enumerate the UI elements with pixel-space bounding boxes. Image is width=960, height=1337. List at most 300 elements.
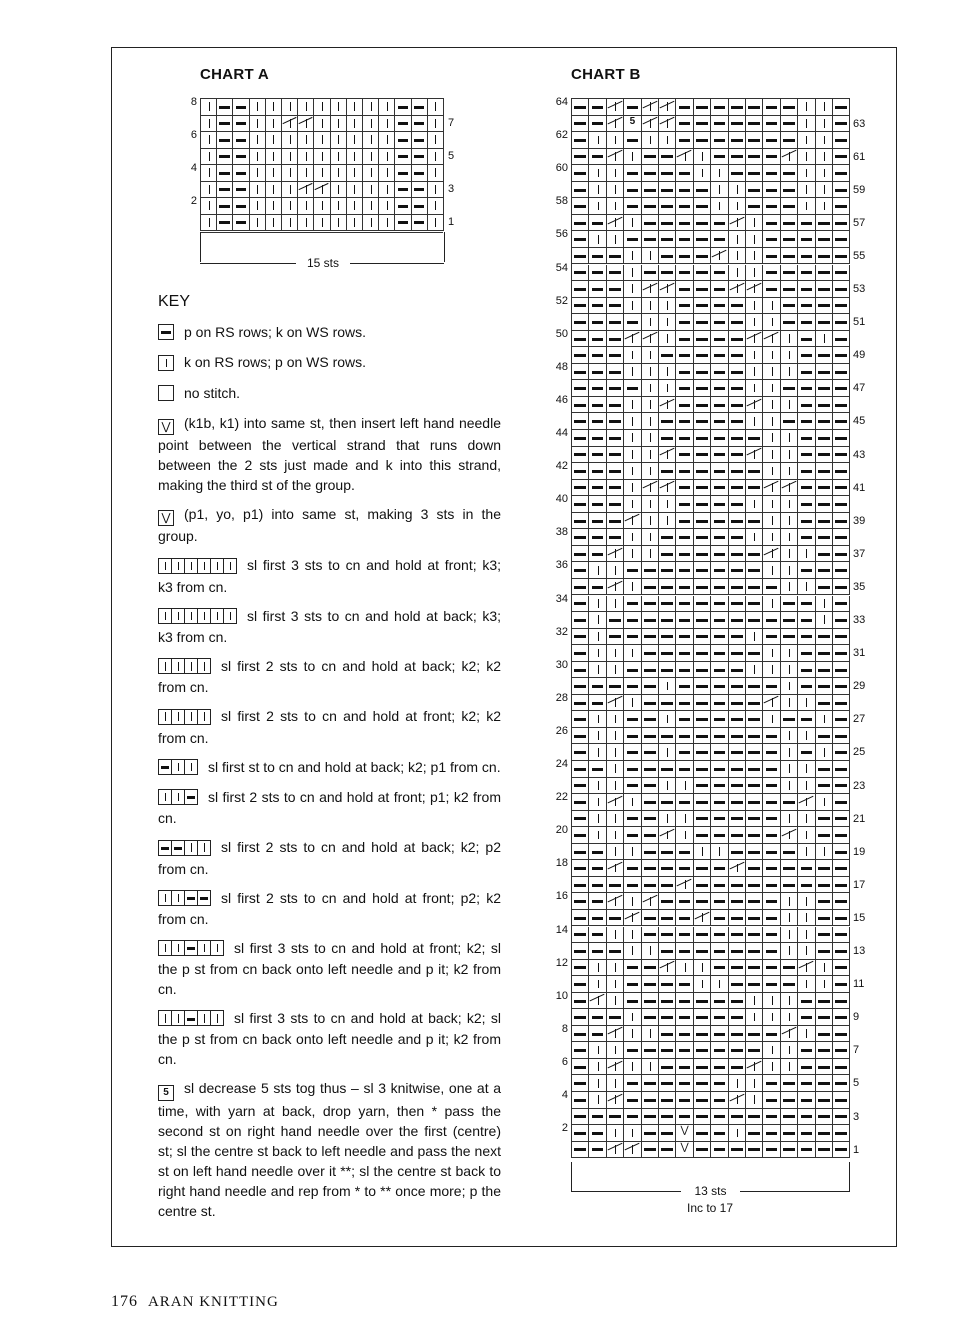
stitch-cell xyxy=(624,231,641,248)
knit-symbol xyxy=(789,367,790,376)
stitch-cell xyxy=(642,149,659,166)
stitch-cell xyxy=(642,231,659,248)
purl-symbol xyxy=(609,635,620,638)
purl-symbol xyxy=(801,669,812,672)
stitch-cell xyxy=(676,347,693,364)
stitch-cell xyxy=(729,1142,746,1159)
purl-symbol xyxy=(592,536,603,539)
purl-symbol xyxy=(627,189,638,192)
stitch-cell xyxy=(816,480,833,497)
purl-symbol xyxy=(818,1016,829,1019)
stitch-cell xyxy=(589,331,606,348)
stitch-cell xyxy=(694,314,711,331)
purl-symbol xyxy=(696,718,707,721)
row-number-right: 7 xyxy=(853,1044,860,1057)
key-symbol-c6f-icon xyxy=(158,557,237,577)
purl-symbol xyxy=(714,586,725,589)
purl-symbol xyxy=(696,1148,707,1151)
purl-symbol xyxy=(679,1049,690,1052)
purl-symbol xyxy=(748,784,759,787)
knit-symbol xyxy=(789,814,790,823)
stitch-cell xyxy=(589,546,606,563)
purl-symbol xyxy=(644,238,655,241)
purl-symbol xyxy=(574,900,585,903)
stitch-cell xyxy=(572,877,589,894)
stitch-cell xyxy=(676,364,693,381)
purl-symbol xyxy=(661,553,672,556)
stitch-cell xyxy=(428,132,444,149)
stitch-cell xyxy=(298,165,314,182)
knit-symbol xyxy=(338,218,339,227)
stitch-cell xyxy=(746,364,763,381)
stitch-cell xyxy=(607,761,624,778)
stitch-cell xyxy=(694,960,711,977)
stitch-cell xyxy=(694,1026,711,1043)
purl-symbol xyxy=(731,900,742,903)
purl-symbol xyxy=(731,751,742,754)
stitch-cell xyxy=(763,463,780,480)
row-number-left: 10 xyxy=(555,989,568,1002)
row-number-right: 51 xyxy=(853,316,866,329)
stitch-cell xyxy=(676,744,693,761)
knit-symbol xyxy=(615,764,616,773)
stitch-cell xyxy=(659,215,676,232)
stitch-cell xyxy=(781,529,798,546)
stitch-cell xyxy=(798,1009,815,1026)
stitch-cell xyxy=(624,695,641,712)
purl-symbol xyxy=(714,784,725,787)
stitch-cell xyxy=(781,1059,798,1076)
knit-symbol xyxy=(290,152,291,161)
purl-symbol xyxy=(592,520,603,523)
stitch-cell xyxy=(201,182,217,199)
purl-symbol xyxy=(644,602,655,605)
stitch-cell xyxy=(729,1075,746,1092)
stitch-cell xyxy=(572,778,589,795)
stitch-cell xyxy=(233,165,249,182)
knit-symbol xyxy=(806,202,807,211)
stitch-cell xyxy=(781,248,798,265)
stitch-cell xyxy=(763,132,780,149)
purl-symbol xyxy=(818,586,829,589)
cable-symbol xyxy=(798,794,815,811)
stitch-cell xyxy=(833,397,850,414)
stitch-cell xyxy=(781,380,798,397)
stitch-cell xyxy=(659,778,676,795)
stitch-cell xyxy=(781,744,798,761)
key-symbol-t4f-icon xyxy=(158,889,211,909)
knit-symbol xyxy=(754,268,755,277)
purl-symbol xyxy=(835,437,846,440)
stitch-cell xyxy=(729,480,746,497)
stitch-cell xyxy=(816,596,833,613)
stitch-cell xyxy=(624,827,641,844)
purl-symbol xyxy=(818,702,829,705)
stitch-cell xyxy=(642,860,659,877)
stitch-cell xyxy=(763,993,780,1010)
stitch-cell xyxy=(833,1109,850,1126)
purl-symbol xyxy=(219,221,230,224)
purl-symbol xyxy=(818,420,829,423)
stitch-cell xyxy=(363,165,379,182)
stitch-cell xyxy=(676,844,693,861)
stitch-cell xyxy=(589,744,606,761)
stitch-cell xyxy=(589,844,606,861)
purl-symbol xyxy=(783,122,794,125)
key-item xyxy=(158,322,501,343)
stitch-cell xyxy=(659,1142,676,1159)
stitch-cell xyxy=(266,198,282,215)
cable-symbol xyxy=(607,215,624,232)
knit-symbol xyxy=(789,467,790,476)
stitch-cell xyxy=(572,960,589,977)
stitch-cell xyxy=(572,496,589,513)
stitch-cell xyxy=(798,1059,815,1076)
purl-symbol xyxy=(835,834,846,837)
stitch-cell xyxy=(412,182,428,199)
purl-symbol xyxy=(818,1115,829,1118)
stitch-cell xyxy=(833,347,850,364)
purl-symbol xyxy=(696,867,707,870)
purl-symbol xyxy=(748,1049,759,1052)
purl-symbol xyxy=(731,1000,742,1003)
stitch-cell xyxy=(659,662,676,679)
knit-symbol xyxy=(615,1046,616,1055)
stitch-cell xyxy=(412,198,428,215)
stitch-cell xyxy=(642,496,659,513)
stitch-cell xyxy=(798,331,815,348)
knit-symbol xyxy=(824,798,825,807)
purl-symbol xyxy=(801,520,812,523)
stitch-cell xyxy=(676,579,693,596)
cable-symbol xyxy=(298,182,314,199)
row-number-right: 11 xyxy=(853,978,865,991)
purl-symbol xyxy=(661,900,672,903)
stitch-cell xyxy=(781,1125,798,1142)
purl-symbol xyxy=(414,221,425,224)
purl-symbol xyxy=(748,486,759,489)
purl-symbol xyxy=(731,387,742,390)
stitch-cell xyxy=(624,893,641,910)
knit-symbol xyxy=(754,235,755,244)
purl-symbol xyxy=(627,718,638,721)
purl-symbol xyxy=(679,867,690,870)
purl-symbol xyxy=(731,321,742,324)
stitch-cell xyxy=(607,612,624,629)
stitch-cell xyxy=(729,1026,746,1043)
stitch-cell xyxy=(250,116,266,133)
stitch-cell xyxy=(572,463,589,480)
stitch-cell xyxy=(763,231,780,248)
purl-symbol xyxy=(592,470,603,473)
knit-symbol xyxy=(598,1046,599,1055)
stitch-cell xyxy=(763,198,780,215)
stitch-cell xyxy=(572,662,589,679)
purl-symbol xyxy=(714,1082,725,1085)
knit-symbol xyxy=(806,847,807,856)
stitch-cell xyxy=(694,298,711,315)
stitch-cell xyxy=(395,182,411,199)
purl-symbol xyxy=(574,1099,585,1102)
stitch-cell xyxy=(250,215,266,232)
purl-symbol xyxy=(714,867,725,870)
knit-symbol xyxy=(354,102,355,111)
stitch-cell xyxy=(589,380,606,397)
stitch-cell xyxy=(781,314,798,331)
knit-symbol xyxy=(806,946,807,955)
stitch-cell xyxy=(746,380,763,397)
purl-symbol xyxy=(783,172,794,175)
purl-symbol xyxy=(627,784,638,787)
stitch-cell xyxy=(659,910,676,927)
purl-symbol xyxy=(574,172,585,175)
stitch-cell xyxy=(676,596,693,613)
knit-symbol xyxy=(615,136,616,145)
stitch-cell xyxy=(729,695,746,712)
stitch-cell xyxy=(217,99,233,116)
stitch-cell xyxy=(781,1109,798,1126)
stitch-cell xyxy=(589,1092,606,1109)
knit-symbol xyxy=(754,218,755,227)
purl-symbol xyxy=(574,453,585,456)
stitch-cell xyxy=(781,413,798,430)
purl-symbol xyxy=(679,735,690,738)
knit-symbol xyxy=(322,218,323,227)
stitch-cell xyxy=(659,695,676,712)
stitch-cell xyxy=(746,562,763,579)
knit-symbol xyxy=(806,136,807,145)
stitch-cell xyxy=(331,215,347,232)
key-symbol-t3f-icon xyxy=(158,788,198,808)
stitch-cell xyxy=(729,827,746,844)
purl-symbol xyxy=(766,884,777,887)
stitch-cell xyxy=(624,877,641,894)
purl-symbol xyxy=(801,420,812,423)
stitch-cell xyxy=(694,149,711,166)
stitch-cell xyxy=(624,298,641,315)
stitch-cell xyxy=(798,447,815,464)
stitch-cell xyxy=(746,844,763,861)
cable-symbol xyxy=(659,480,676,497)
stitch-cell xyxy=(642,1026,659,1043)
stitch-cell xyxy=(781,1092,798,1109)
stitch-cell xyxy=(729,877,746,894)
stitch-cell xyxy=(694,529,711,546)
stitch-cell xyxy=(798,1125,815,1142)
row-number-right: 61 xyxy=(853,150,866,163)
stitch-cell xyxy=(711,364,728,381)
chart-a-bracket-right xyxy=(444,232,445,262)
knit-symbol xyxy=(322,102,323,111)
purl-symbol xyxy=(592,917,603,920)
key-symbol-t3b-icon xyxy=(158,758,198,778)
purl-symbol xyxy=(592,122,603,125)
row-number-right: 41 xyxy=(853,481,866,494)
purl-symbol xyxy=(714,1000,725,1003)
cable-symbol xyxy=(314,182,330,199)
stitch-cell xyxy=(642,927,659,944)
key-item xyxy=(158,1008,501,1069)
knit-symbol xyxy=(615,1079,616,1088)
stitch-cell xyxy=(428,182,444,199)
stitch-cell xyxy=(746,132,763,149)
purl-symbol xyxy=(661,669,672,672)
knit-symbol xyxy=(209,168,210,177)
knit-symbol xyxy=(598,185,599,194)
purl-symbol xyxy=(609,470,620,473)
stitch-cell xyxy=(607,165,624,182)
purl-symbol xyxy=(592,553,603,556)
stitch-cell xyxy=(572,645,589,662)
knit-symbol xyxy=(754,1079,755,1088)
stitch-cell xyxy=(589,116,606,133)
stitch-cell xyxy=(833,132,850,149)
knit-symbol xyxy=(667,136,668,145)
stitch-cell xyxy=(816,761,833,778)
purl-symbol xyxy=(835,453,846,456)
stitch-cell xyxy=(589,215,606,232)
cable-symbol xyxy=(659,447,676,464)
purl-symbol xyxy=(818,304,829,307)
purl-symbol xyxy=(714,1049,725,1052)
stitch-cell xyxy=(589,711,606,728)
stitch-cell xyxy=(711,447,728,464)
purl-symbol xyxy=(679,619,690,622)
knit-symbol xyxy=(632,450,633,459)
stitch-cell xyxy=(624,1009,641,1026)
stitch-cell xyxy=(729,447,746,464)
stitch-cell xyxy=(589,182,606,199)
key-item xyxy=(158,504,501,546)
purl-symbol xyxy=(731,304,742,307)
stitch-cell xyxy=(711,182,728,199)
knit-symbol xyxy=(806,185,807,194)
stitch-cell xyxy=(798,430,815,447)
purl-symbol xyxy=(783,1082,794,1085)
knit-symbol xyxy=(338,168,339,177)
purl-symbol xyxy=(731,139,742,142)
stitch-cell xyxy=(694,397,711,414)
stitch-cell xyxy=(589,1042,606,1059)
stitch-cell xyxy=(781,761,798,778)
stitch-cell xyxy=(298,132,314,149)
purl-symbol xyxy=(801,569,812,572)
purl-symbol xyxy=(714,702,725,705)
cable-symbol xyxy=(729,860,746,877)
stitch-cell xyxy=(676,546,693,563)
stitch-cell xyxy=(746,265,763,282)
purl-symbol xyxy=(731,635,742,638)
row-number-right: 63 xyxy=(853,117,866,130)
purl-symbol xyxy=(592,1115,603,1118)
stitch-cell xyxy=(833,198,850,215)
stitch-cell xyxy=(816,1125,833,1142)
knit-symbol xyxy=(615,715,616,724)
knit-symbol xyxy=(650,136,651,145)
purl-symbol xyxy=(644,1016,655,1019)
purl-symbol xyxy=(592,453,603,456)
purl-symbol xyxy=(766,238,777,241)
purl-symbol xyxy=(661,983,672,986)
stitch-cell xyxy=(763,265,780,282)
stitch-cell xyxy=(833,629,850,646)
stitch-cell xyxy=(659,198,676,215)
stitch-cell xyxy=(607,943,624,960)
stitch-cell xyxy=(624,347,641,364)
purl-symbol xyxy=(696,1115,707,1118)
row-number-right: 31 xyxy=(853,647,866,660)
knit-symbol xyxy=(273,102,274,111)
stitch-cell xyxy=(781,281,798,298)
stitch-cell xyxy=(833,1142,850,1159)
row-number-left: 16 xyxy=(555,890,568,903)
stitch-cell xyxy=(694,678,711,695)
stitch-cell xyxy=(746,529,763,546)
stitch-cell xyxy=(746,314,763,331)
purl-symbol xyxy=(609,950,620,953)
knit-symbol xyxy=(371,185,372,194)
stitch-cell xyxy=(607,513,624,530)
stitch-cell xyxy=(816,347,833,364)
purl-symbol xyxy=(696,404,707,407)
cable-symbol xyxy=(746,397,763,414)
purl-symbol xyxy=(627,735,638,738)
row-number-left: 40 xyxy=(555,493,568,506)
purl-symbol xyxy=(679,503,690,506)
purl-symbol xyxy=(627,1049,638,1052)
stitch-cell xyxy=(781,182,798,199)
stitch-cell xyxy=(572,943,589,960)
stitch-cell xyxy=(694,778,711,795)
stitch-cell xyxy=(798,1042,815,1059)
stitch-cell xyxy=(607,1075,624,1092)
purl-symbol xyxy=(574,1016,585,1019)
purl-symbol xyxy=(748,933,759,936)
stitch-cell xyxy=(833,231,850,248)
knit-symbol xyxy=(806,102,807,111)
stitch-cell xyxy=(694,347,711,364)
stitch-cell xyxy=(833,116,850,133)
key-symbol-inc-k-icon: ⋁ xyxy=(158,413,174,435)
purl-symbol xyxy=(748,586,759,589)
stitch-cell xyxy=(624,927,641,944)
purl-symbol xyxy=(592,702,603,705)
knit-symbol xyxy=(685,814,686,823)
stitch-cell xyxy=(694,430,711,447)
stitch-cell xyxy=(763,215,780,232)
knit-symbol xyxy=(824,599,825,608)
purl-symbol xyxy=(801,470,812,473)
purl-symbol xyxy=(714,834,725,837)
stitch-cell xyxy=(729,1109,746,1126)
stitch-cell xyxy=(746,347,763,364)
purl-symbol xyxy=(714,354,725,357)
purl-symbol xyxy=(835,1066,846,1069)
stitch-cell xyxy=(729,562,746,579)
knit-symbol xyxy=(387,119,388,128)
stitch-cell xyxy=(694,893,711,910)
stitch-cell xyxy=(711,546,728,563)
cable-symbol xyxy=(763,695,780,712)
knit-symbol xyxy=(632,268,633,277)
stitch-cell xyxy=(572,1109,589,1126)
knit-symbol xyxy=(772,467,773,476)
stitch-cell xyxy=(729,1125,746,1142)
stitch-cell xyxy=(642,165,659,182)
stitch-cell xyxy=(711,1125,728,1142)
stitch-cell xyxy=(395,132,411,149)
stitch-cell xyxy=(763,248,780,265)
